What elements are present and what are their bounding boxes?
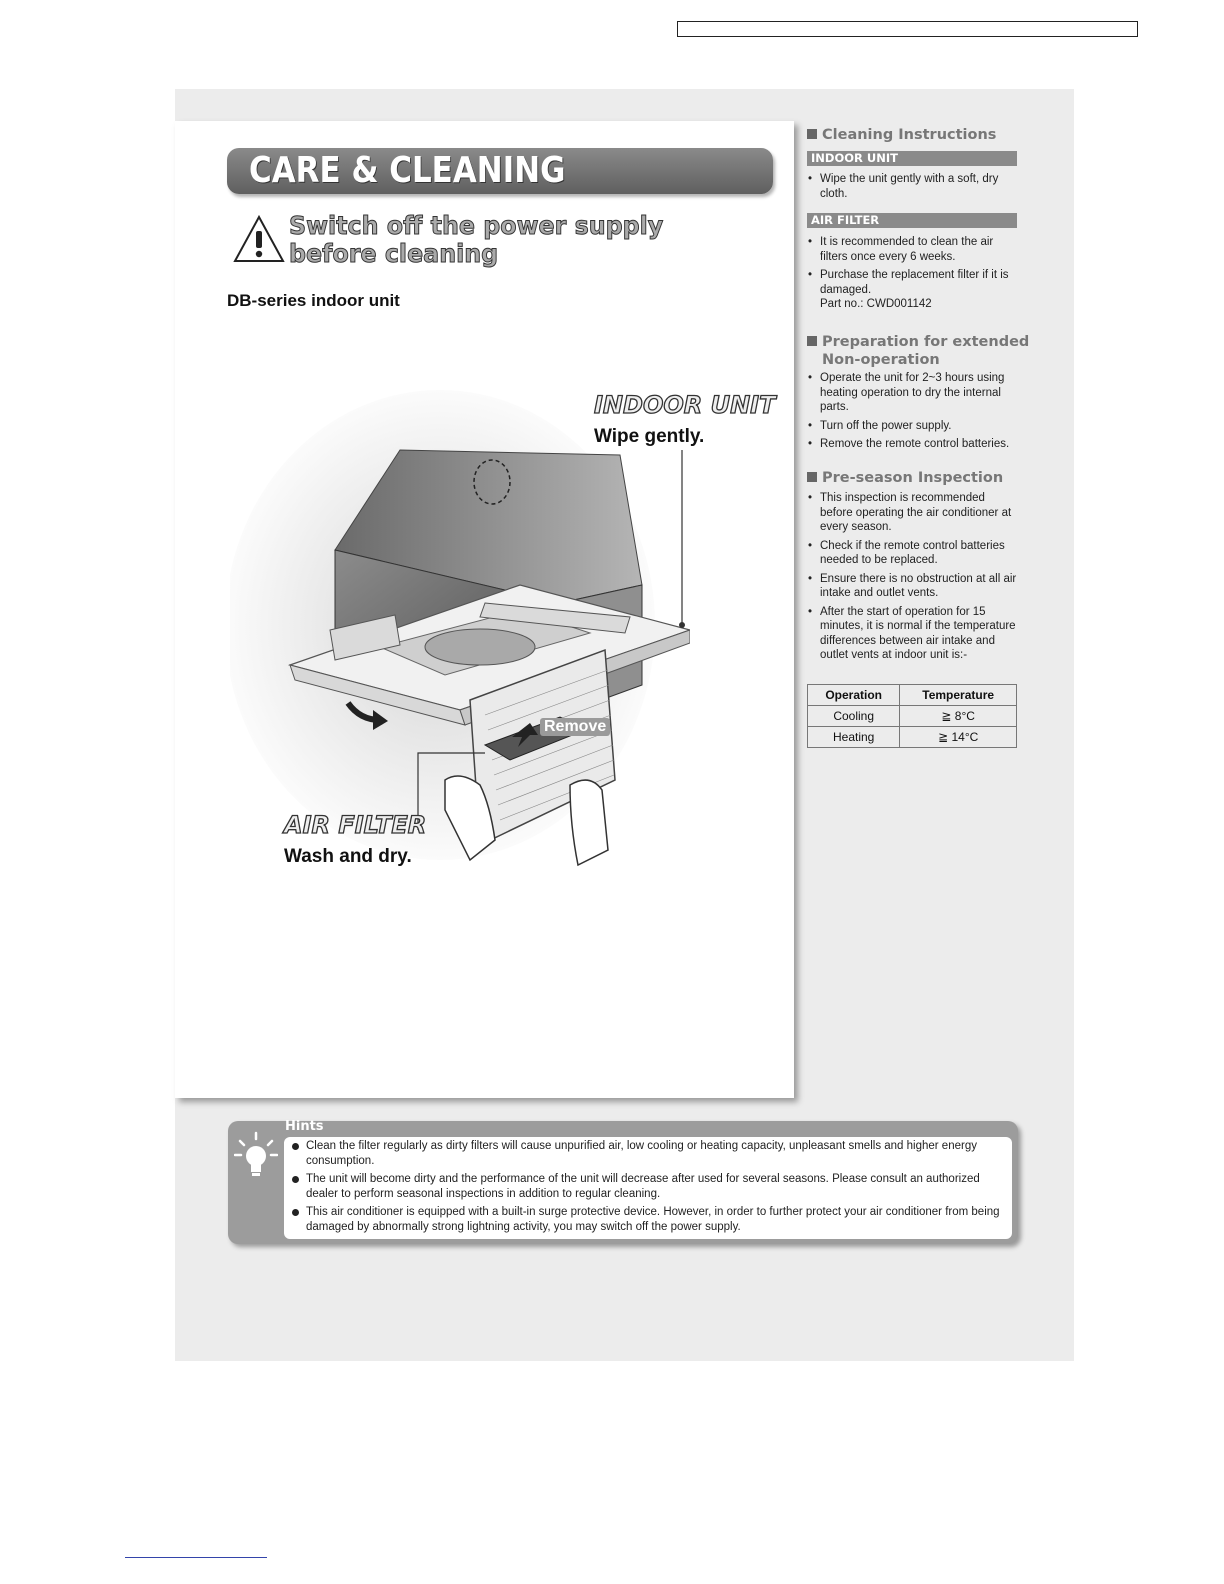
table-row <box>808 727 1017 748</box>
air-filter-action: Wash and dry. <box>284 846 412 867</box>
preparation-heading-line-2: Non-operation <box>822 352 940 368</box>
list-item: • Operate the unit for 2~3 hours using heating operation to dry the internal parts. <box>807 371 1019 415</box>
list-item: • Ensure there is no obstruction at all air intake and outlet vents. <box>807 572 1019 601</box>
preparation-heading <box>807 333 1029 369</box>
lightbulb-icon <box>234 1131 278 1181</box>
table-header: Temperature <box>900 685 1017 706</box>
hints-body <box>284 1137 1012 1239</box>
square-bullet-icon <box>807 129 817 139</box>
list-item: This air conditioner is equipped with a built-in surge protective device. However, in order to further protect your air conditioner from being damaged by abnormally strong lightning activity, you may switch off the power supply. <box>306 1205 1002 1235</box>
warning-icon <box>233 214 285 264</box>
table-row <box>808 706 1017 727</box>
square-bullet-icon <box>807 472 817 482</box>
header-box <box>677 21 1138 37</box>
list-item <box>807 268 1019 312</box>
preseason-list <box>807 491 1019 667</box>
series-label: DB-series indoor unit <box>227 291 400 310</box>
list-item: • Wipe the unit gently with a soft, dry cloth. <box>807 172 1019 201</box>
table-header-row <box>808 685 1017 706</box>
indoor-unit-illustration <box>230 385 690 875</box>
remove-label: Remove <box>540 718 610 736</box>
warning-line-1: Switch off the power supply <box>289 211 664 240</box>
part-number: Part no.: CWD001142 <box>820 298 932 310</box>
warning-text <box>289 212 663 268</box>
cleaning-heading-text: Cleaning Instructions <box>822 127 997 143</box>
air-filter-list <box>807 235 1019 316</box>
table-cell: ≧ 8°C <box>900 706 1017 727</box>
list-item: Clean the filter regularly as dirty filters will cause unpurified air, low cooling or heating capacity, unpleasant smells and higher energy consumption. <box>306 1139 1002 1169</box>
list-item: • This inspection is recommended before operating the air conditioner at every season. <box>807 491 1019 535</box>
warning-line-2: before cleaning <box>289 239 499 268</box>
air-filter-label: AIR FILTER <box>284 811 427 839</box>
page-title: CARE & CLEANING <box>249 150 566 191</box>
list-item: • Turn off the power supply. <box>807 419 1019 434</box>
preparation-list <box>807 371 1019 456</box>
table-cell: Cooling <box>808 706 900 727</box>
indoor-unit-label: INDOOR UNIT <box>594 391 776 419</box>
table-cell: Heating <box>808 727 900 748</box>
list-item: • Check if the remote control batteries needed to be replaced. <box>807 539 1019 568</box>
title-banner <box>227 148 773 194</box>
square-bullet-icon <box>807 336 817 346</box>
list-item: • It is recommended to clean the air filters once every 6 weeks. <box>807 235 1019 264</box>
hints-box <box>228 1121 1018 1244</box>
list-item: The unit will become dirty and the performance of the unit will decrease after used for several seasons. Please consult an authorized dealer to perform seasonal inspections in addition to regular cleaning. <box>306 1172 1002 1202</box>
preseason-heading <box>807 469 1003 487</box>
air-filter-subheading: AIR FILTER <box>807 213 1017 228</box>
indoor-unit-action: Wipe gently. <box>594 426 705 447</box>
cleaning-heading <box>807 126 996 144</box>
indoor-unit-subheading: INDOOR UNIT <box>807 151 1017 166</box>
table-cell: ≧ 14°C <box>900 727 1017 748</box>
list-item: • After the start of operation for 15 minutes, it is normal if the temperature differences between air intake and outlet vents at indoor unit is:- <box>807 605 1019 663</box>
preparation-heading-line-1: Preparation for extended <box>822 334 1030 350</box>
list-item-text: Purchase the replacement filter if it is damaged. <box>820 269 1009 296</box>
list-item: • Remove the remote control batteries. <box>807 437 1019 452</box>
table-header: Operation <box>808 685 900 706</box>
footer-link-line <box>125 1557 267 1558</box>
hints-title: Hints <box>285 1119 324 1134</box>
temperature-table <box>807 684 1017 748</box>
preseason-heading-text: Pre-season Inspection <box>822 470 1004 486</box>
indoor-unit-list <box>807 172 1019 205</box>
